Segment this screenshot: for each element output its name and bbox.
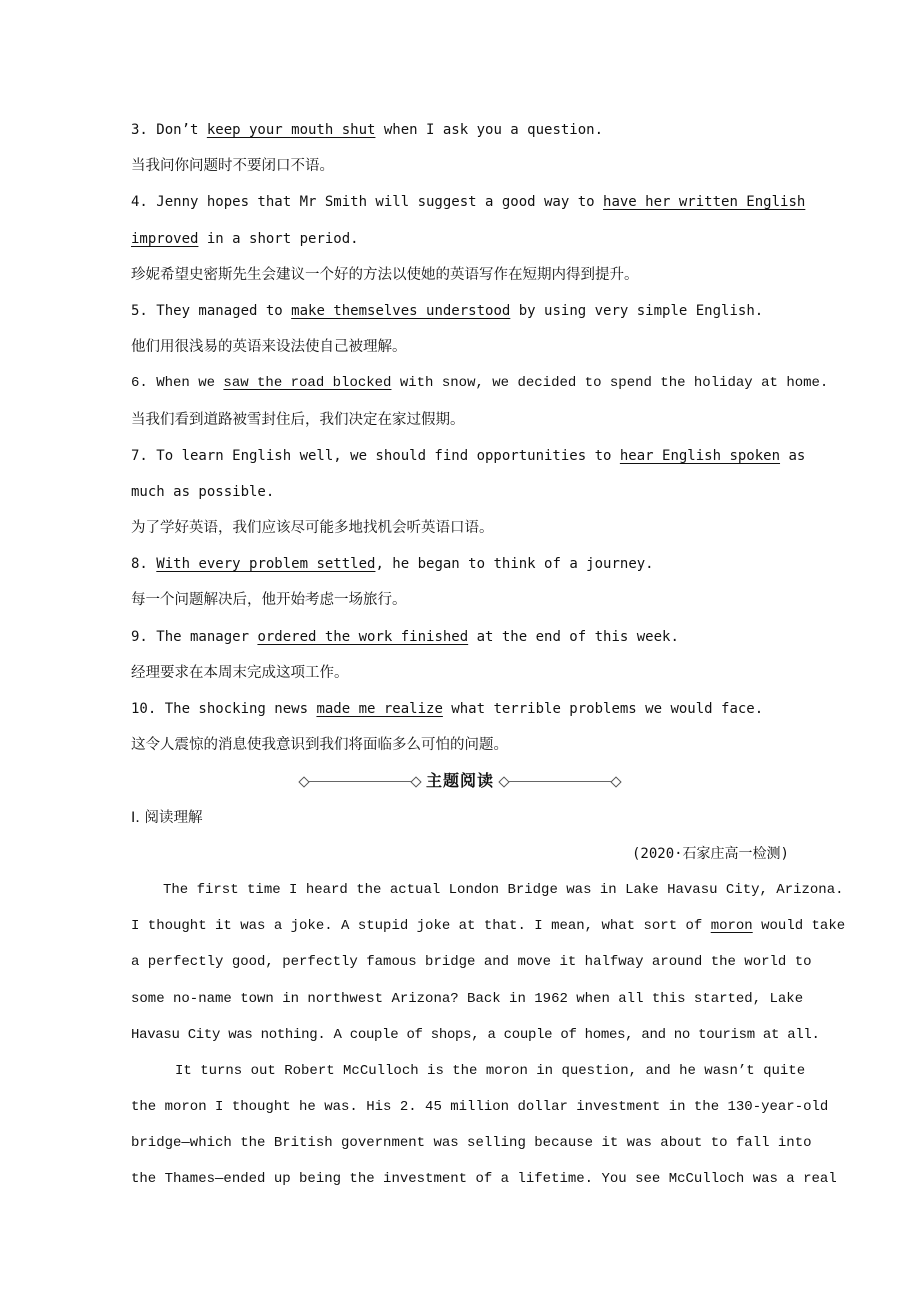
sentence-7-en-cont: much as possible.: [131, 483, 275, 500]
passage-p1-line3: a perfectly good, perfectly famous bridge and move it halfway around the world to: [131, 954, 812, 971]
key-phrase: ordered the work finished: [257, 628, 469, 645]
passage-p1-line4: some no-name town in northwest Arizona? Back in 1962 when all this started, Lake: [131, 990, 804, 1007]
key-phrase: hear English spoken: [619, 447, 781, 464]
part-label: Ⅰ. 阅读理解: [131, 809, 203, 826]
section-banner: [131, 763, 789, 799]
sentence-6-en: 6. When we saw the road blocked with snow, we decided to spend the holiday at home.: [131, 375, 829, 392]
sentence-7-zh: 为了学好英语，我们应该尽可能多地找机会听英语口语。: [131, 520, 494, 537]
passage-p2-line4: the Thames—ended up being the investment of a lifetime. You see McCulloch was a real: [131, 1171, 837, 1188]
key-phrase: made me realize: [316, 701, 443, 717]
key-phrase: have her written English: [603, 194, 806, 211]
sentence-7-en: 7. To learn English well, we should find opportunities to hear English spoken as: [131, 447, 806, 464]
passage-p1-line2: I thought it was a joke. A stupid joke at that. I mean, what sort of moron would take: [131, 918, 846, 935]
key-phrase: improved: [131, 230, 199, 247]
key-phrase: saw the road blocked: [223, 375, 392, 392]
banner-right-rule: [504, 781, 616, 782]
sentence-8-en: 8. With every problem settled, he began to think of a journey.: [131, 556, 654, 573]
sentence-3-en: 3. Don’t keep your mouth shut when I ask you a question.: [131, 122, 604, 138]
sentence-10-en: 10. The shocking news made me realize what terrible problems we would face.: [131, 701, 764, 717]
key-phrase: keep your mouth shut: [206, 122, 376, 138]
sentence-5-en: 5. They managed to make themselves understood by using very simple English.: [131, 302, 764, 319]
source-label: (2020·石家庄高一检测): [631, 845, 789, 862]
key-phrase: make themselves understood: [291, 302, 511, 319]
sentence-5-zh: 他们用很浅易的英语来设法使自己被理解。: [131, 339, 407, 356]
sentence-3-zh: 当我问你问题时不要闭口不语。: [131, 158, 334, 175]
sentence-4-zh: 珍妮希望史密斯先生会建议一个好的方法以使她的英语写作在短期内得到提升。: [131, 266, 639, 283]
underlined-word: moron: [710, 918, 753, 935]
document-content: [131, 112, 846, 1198]
sentence-9-zh: 经理要求在本周末完成这项工作。: [131, 664, 349, 681]
passage-p2-line2: the moron I thought he was. His 2. 45 million dollar investment in the 130-year-old: [131, 1099, 829, 1116]
sentence-9-en: 9. The manager ordered the work finished at the end of this week.: [131, 628, 679, 645]
passage-p2-line1: It turns out Robert McCulloch is the moron in question, and he wasn’t quite: [175, 1062, 806, 1079]
sentence-8-zh: 每一个问题解决后，他开始考虑一场旅行。: [131, 592, 407, 609]
passage-p2-line3: bridge—which the British government was selling because it was about to fall into: [131, 1135, 812, 1152]
sentence-4-en-cont: improved in a short period.: [131, 230, 359, 247]
sentence-10-zh: 这令人震惊的消息使我意识到我们将面临多么可怕的问题。: [131, 737, 508, 754]
passage-p1-line5: Havasu City was nothing. A couple of shops, a couple of homes, and no tourism at all.: [131, 1026, 820, 1043]
sentence-6-zh: 当我们看到道路被雪封住后，我们决定在家过假期。: [131, 411, 465, 428]
banner-left-rule: [304, 781, 416, 782]
section-title: 主题阅读: [425, 771, 494, 791]
key-phrase: With every problem settled: [156, 556, 376, 573]
passage-p1-line1: The first time I heard the actual London Bridge was in Lake Havasu City, Arizona.: [163, 881, 844, 898]
sentence-4-en: 4. Jenny hopes that Mr Smith will suggest a good way to have her written English: [131, 194, 806, 211]
